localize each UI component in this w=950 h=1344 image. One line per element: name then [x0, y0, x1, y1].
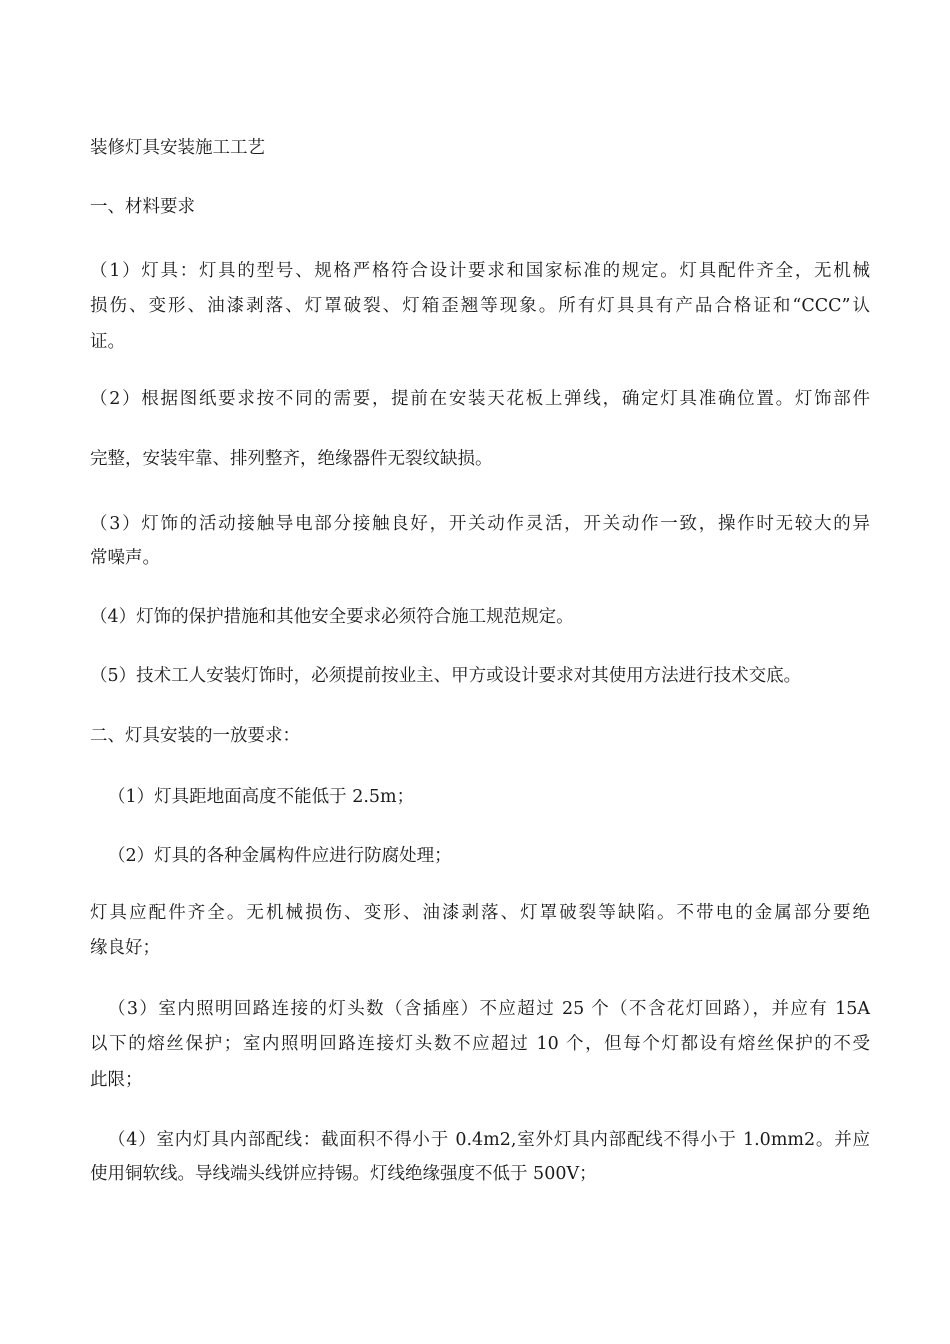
materials-item-1-line-3: 证。 [90, 332, 125, 352]
installation-para-line-2: 缘良好； [90, 938, 160, 958]
materials-item-4: （4）灯饰的保护措施和其他安全要求必须符合施工规范规定。 [90, 607, 574, 627]
installation-item-3-line-1: （3）室内照明回路连接的灯头数（含插座）不应超过 25 个（不含花灯回路），并应有 15A [108, 999, 870, 1019]
materials-item-1-line-1: （1）灯具：灯具的型号、规格严格符合设计要求和国家标准的规定。灯具配件齐全，无机械 [90, 261, 870, 281]
installation-para-line-1: 灯具应配件齐全。无机械损伤、变形、油漆剥落、灯罩破裂等缺陷。不带电的金属部分要绝 [90, 903, 870, 923]
materials-item-1-line-2: 损伤、变形、油漆剥落、灯罩破裂、灯箱歪翘等现象。所有灯具具有产品合格证和“CCC”认 [90, 296, 870, 316]
installation-item-4-line-1: （4）室内灯具内部配线：截面积不得小于 0.4m2,室外灯具内部配线不得小于 1.0mm2。并应 [108, 1130, 870, 1150]
installation-item-3-line-3: 此限； [90, 1070, 143, 1090]
materials-item-3-line-1: （3）灯饰的活动接触导电部分接触良好，开关动作灵活，开关动作一致，操作时无较大的异 [90, 514, 870, 534]
installation-item-4-line-2: 使用铜软线。导线端头线饼应持锡。灯线绝缘强度不低于 500V； [90, 1164, 597, 1184]
materials-item-2-line-2: 完整，安装牢靠、排列整齐，绝缘器件无裂纹缺损。 [90, 449, 493, 469]
installation-item-1: （1）灯具距地面高度不能低于 2.5m； [108, 787, 415, 807]
installation-item-2: （2）灯具的各种金属构件应进行防腐处理； [108, 846, 452, 866]
document-title: 装修灯具安装施工工艺 [90, 138, 265, 158]
materials-item-5: （5）技术工人安装灯饰时，必须提前按业主、甲方或设计要求对其使用方法进行技术交底。 [90, 666, 802, 686]
section-heading-materials: 一、材料要求 [90, 197, 195, 217]
installation-item-3-line-2: 以下的熔丝保护；室内照明回路连接灯头数不应超过 10 个，但每个灯都设有熔丝保护的不受 [90, 1034, 870, 1054]
materials-item-3-line-2: 常噪声。 [90, 548, 160, 568]
materials-item-2-line-1: （2）根据图纸要求按不同的需要，提前在安装天花板上弹线，确定灯具准确位置。灯饰部件 [90, 389, 870, 409]
section-heading-installation: 二、灯具安装的一放要求： [90, 726, 300, 746]
